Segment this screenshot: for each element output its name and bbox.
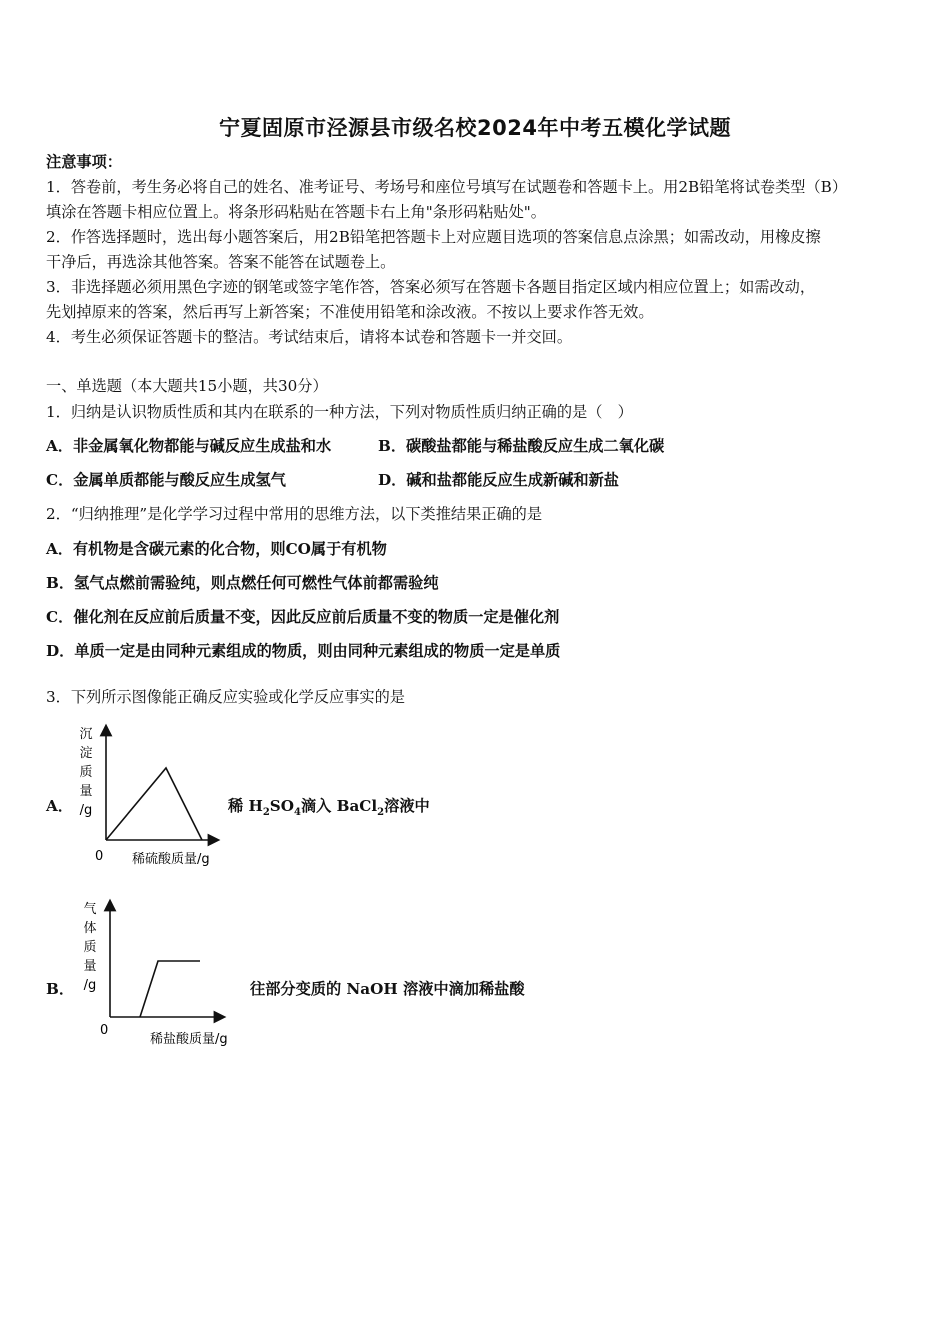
question-3-option-a-label: A． [46,797,73,815]
question-1-option-c: C．金属单质都能与酸反应生成氢气 [46,471,286,489]
question-3-stem: 3．下列所示图像能正确反应实验或化学反应事实的是 [46,688,405,706]
origin-label: 0 [100,1023,109,1038]
question-1-stem: 1．归纳是认识物质性质和其内在联系的一种方法，下列对物质性质归纳正确的是（ ） [46,403,633,421]
y-axis-label-char: 量 [83,959,97,974]
question-1-option-d: D．碱和盐都能反应生成新碱和新盐 [378,471,619,489]
y-axis-label-char: /g [79,803,93,818]
notice-line: 干净后，再选涂其他答案。答案不能答在试题卷上。 [46,253,396,271]
origin-label: 0 [95,849,104,864]
question-2-option-c: C．催化剂在反应前后质量不变，因此反应前后质量不变的物质一定是催化剂 [46,608,560,626]
y-axis-label-char: /g [83,978,97,993]
curve [106,768,202,840]
curve [140,961,200,1017]
question-2-option-d: D．单质一定是由同种元素组成的物质，则由同种元素组成的物质一定是单质 [46,642,561,660]
y-axis-label-char: 气 [83,902,97,917]
notice-line: 1．答卷前，考生务必将自己的姓名、准考证号、考场号和座位号填写在试题卷和答题卡上。用2B铅笔将试卷类型（B） [46,178,848,196]
page-title: 宁夏固原市泾源县市级名校2024年中考五模化学试题 [219,116,731,140]
y-axis-label-char: 质 [79,765,93,780]
x-axis-label: 稀盐酸质量/g [150,1032,228,1047]
graph-a [70,720,240,875]
y-axis-label-char: 量 [79,784,93,799]
x-axis-label: 稀硫酸质量/g [132,852,210,867]
question-2-stem: 2．“归纳推理”是化学学习过程中常用的思维方法，以下类推结果正确的是 [46,505,543,523]
question-3-option-b-label: B． [46,980,75,998]
graph-b [72,897,252,1052]
y-axis-label [79,727,92,818]
section-heading: 一、单选题（本大题共15小题，共30分） [46,377,328,395]
question-1-option-b: B．碳酸盐都能与稀盐酸反应生成二氧化碳 [378,437,665,455]
y-axis-label-char: 沉 [79,727,93,742]
y-axis-label-char: 质 [83,940,97,955]
y-axis-label-char: 体 [83,921,97,936]
y-axis-label-char: 淀 [79,746,93,761]
notice-line: 先划掉原来的答案，然后再写上新答案；不准使用铅笔和涂改液。不按以上要求作答无效。 [46,303,654,321]
question-1-option-a: A．非金属氧化物都能与碱反应生成盐和水 [46,437,332,455]
y-axis-label [83,902,96,993]
question-2-option-b: B．氢气点燃前需验纯，则点燃任何可燃性气体前都需验纯 [46,574,439,592]
notice-heading: 注意事项： [46,153,122,171]
notice-line: 填涂在答题卡相应位置上。将条形码粘贴在答题卡右上角"条形码粘贴处"。 [46,203,546,221]
question-3-option-a-text: 稀 $H_2SO_4$滴入 BaCl$_2$溶液中 [228,797,430,819]
notice-line: 2．作答选择题时，选出每小题答案后，用2B铅笔把答题卡上对应题目选项的答案信息点涂黑；如需改动，用橡皮擦 [46,228,821,246]
question-2-option-a: A．有机物是含碳元素的化合物，则CO属于有机物 [46,540,387,558]
notice-line: 4．考生必须保证答题卡的整洁。考试结束后，请将本试卷和答题卡一并交回。 [46,328,573,346]
question-3-option-b-text: 往部分变质的 NaOH 溶液中滴加稀盐酸 [250,980,525,998]
notice-line: 3．非选择题必须用黑色字迹的钢笔或签字笔作答，答案必须写在答题卡各题目指定区域内相应位置上；如需改动， [46,278,816,296]
